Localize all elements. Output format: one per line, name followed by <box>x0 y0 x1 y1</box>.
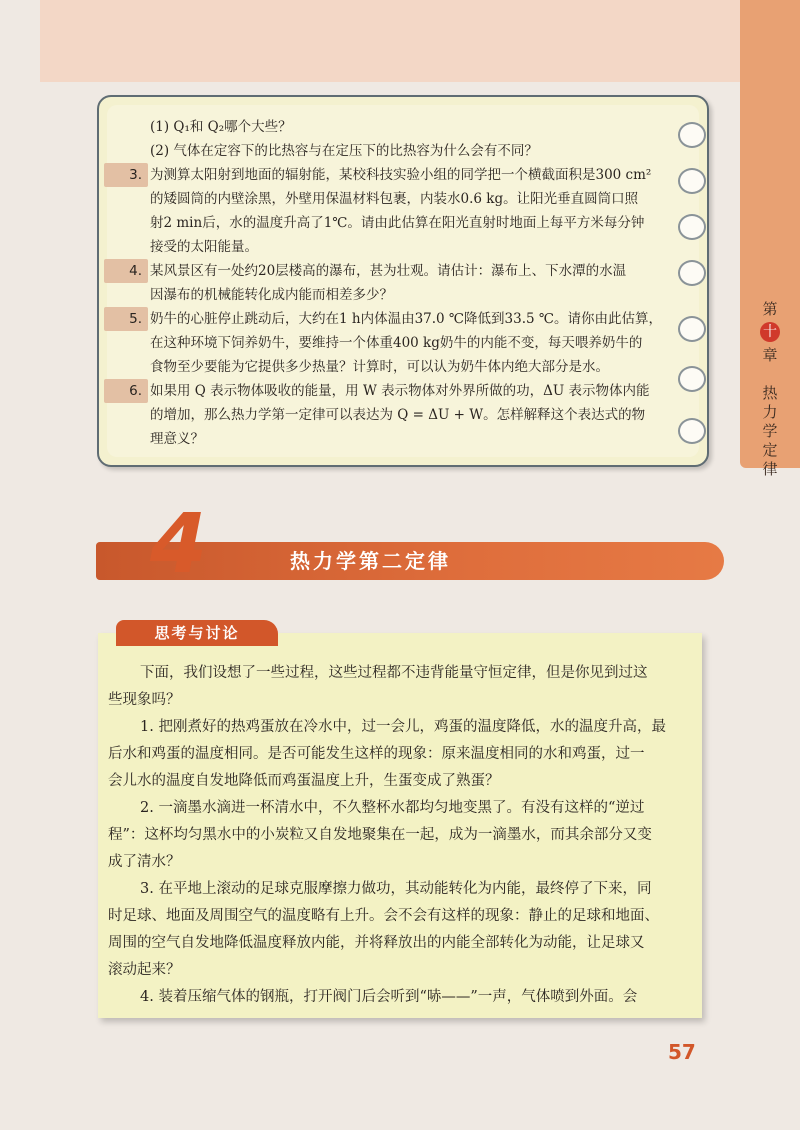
think-discuss-line: 3. 在平地上滚动的足球克服摩擦力做功，其动能转化为内能，最终停了下来，同 <box>140 881 652 897</box>
top-decorative-band <box>40 0 740 82</box>
think-discuss-line: 周围的空气自发地降低温度释放内能，并将释放出的内能全部转化为动能，让足球又 <box>108 935 645 951</box>
exercise-line: 接受的太阳能量。 <box>150 239 258 255</box>
chapter-title-char: 律 <box>762 460 778 478</box>
exercise-line: 的矮圆筒的内壁涂黑，外壁用保温材料包裹，内装水0.6 kg。让阳光垂直圆筒口照 <box>150 191 639 207</box>
chapter-number-badge: 十 <box>760 322 780 342</box>
think-discuss-line: 会儿水的温度自发地降低而鸡蛋温度上升，生蛋变成了熟蛋？ <box>108 773 500 789</box>
question-number: 3. <box>129 167 142 183</box>
exercise-line: 在这种环境下饲养奶牛，要维持一个体重400 kg奶牛的内能不变，每天喂养奶牛的 <box>150 335 643 351</box>
chapter-prefix: 第 <box>762 300 778 318</box>
think-discuss-line: 2. 一滴墨水滴进一杯清水中，不久整杯水都均匀地变黑了。有没有这样的“逆过 <box>140 800 645 816</box>
question-number: 6. <box>129 383 142 399</box>
exercise-line: 某风景区有一处约20层楼高的瀑布，甚为壮观。请估计：瀑布上、下水潭的水温 <box>150 263 627 279</box>
exercise-line: 因瀑布的机械能转化成内能而相差多少？ <box>150 287 393 303</box>
exercise-line: 理意义？ <box>150 431 204 447</box>
think-discuss-line: 1. 把刚煮好的热鸡蛋放在冷水中，过一会儿，鸡蛋的温度降低，水的温度升高，最 <box>140 719 666 735</box>
binder-ring-icon <box>678 316 706 342</box>
think-discuss-line: 下面，我们设想了一些过程，这些过程都不违背能量守恒定律，但是你见到过这 <box>140 665 648 681</box>
chapter-title-char: 热 <box>762 384 778 402</box>
think-discuss-line: 程”：这杯均匀黑水中的小炭粒又自发地聚集在一起，成为一滴墨水，而其余部分又变 <box>108 827 652 843</box>
exercise-line: 为测算太阳射到地面的辐射能，某校科技实验小组的同学把一个横截面积是300 cm² <box>150 167 652 183</box>
question-number: 5. <box>129 311 142 327</box>
think-discuss-line: 4. 装着压缩气体的钢瓶，打开阀门后会听到“哧——”一声，气体喷到外面。会 <box>140 989 638 1005</box>
think-discuss-line: 些现象吗？ <box>108 692 181 708</box>
think-discuss-line: 时足球、地面及周围空气的温度略有上升。会不会有这样的现象：静止的足球和地面、 <box>108 908 659 924</box>
binder-ring-icon <box>678 418 706 444</box>
question-number: 4. <box>129 263 142 279</box>
chapter-title-char: 学 <box>762 422 778 440</box>
binder-ring-icon <box>678 260 706 286</box>
exercise-line: 如果用 Q 表示物体吸收的能量，用 W 表示物体对外界所做的功，ΔU 表示物体内能 <box>150 383 650 399</box>
exercise-line: (2) 气体在定容下的比热容与在定压下的比热容为什么会有不同？ <box>150 143 538 159</box>
think-discuss-line: 后水和鸡蛋的温度相同。是否可能发生这样的现象：原来温度相同的水和鸡蛋，过一 <box>108 746 645 762</box>
chapter-title <box>740 384 800 479</box>
exercise-line: 射2 min后，水的温度升高了1℃。请由此估算在阳光直射时地面上每平方米每分钟 <box>150 215 645 231</box>
section-number: 4 <box>150 497 208 592</box>
page-number: 57 <box>668 1040 696 1064</box>
chapter-title-char: 定 <box>762 441 778 459</box>
chapter-tab <box>740 0 800 478</box>
binder-ring-icon <box>678 168 706 194</box>
think-discuss-line: 成了清水？ <box>108 854 181 870</box>
binder-ring-icon <box>678 122 706 148</box>
binder-ring-icon <box>678 366 706 392</box>
chapter-suffix: 章 <box>762 346 778 364</box>
section-title: 热力学第二定律 <box>290 549 451 573</box>
exercise-line: 奶牛的心脏停止跳动后，大约在1 h内体温由37.0 ℃降低到33.5 ℃。请你由此估算， <box>150 311 662 327</box>
chapter-title-char: 力 <box>762 403 778 421</box>
exercise-line: (1) Q₁和 Q₂哪个大些？ <box>150 119 292 135</box>
chapter-number-label <box>740 298 800 366</box>
think-discuss-line: 滚动起来？ <box>108 962 181 978</box>
think-discuss-label: 思考与讨论 <box>116 620 278 646</box>
exercise-line: 食物至少要能为它提供多少热量？计算时，可以认为奶牛体内绝大部分是水。 <box>150 359 609 375</box>
exercise-line: 的增加，那么热力学第一定律可以表达为 Q = ΔU + W。怎样解释这个表达式的物 <box>150 407 646 423</box>
binder-ring-icon <box>678 214 706 240</box>
